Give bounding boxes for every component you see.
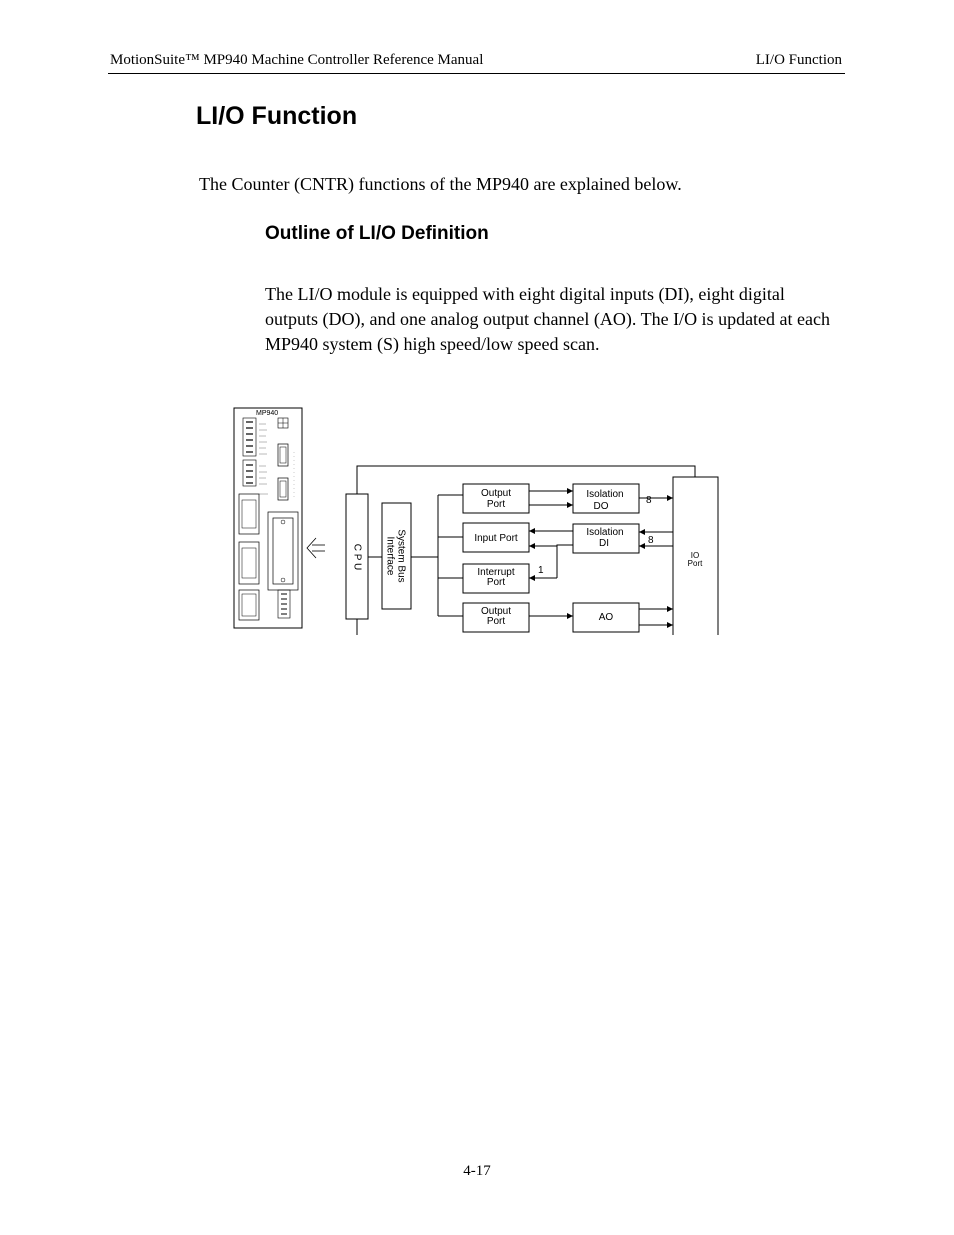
output-port-1-label-line2: Port <box>486 499 506 510</box>
lio-block-diagram <box>230 405 725 635</box>
do-channel-count: 8 <box>646 495 652 506</box>
isolation-do-label-line1: Isolation <box>586 489 624 500</box>
body-paragraph: The LI/O module is equipped with eight digital inputs (DI), eight digital outputs (DO), and one analog output channel (AO). The I/O is updated at each MP940 system (S) high speed/low speed scan. <box>265 284 831 354</box>
module-label: MP940 <box>256 410 279 417</box>
isolation-di-label-line1: Isolation <box>586 527 624 538</box>
intro-paragraph: The Counter (CNTR) functions of the MP940 are explained below. <box>199 174 682 194</box>
interrupt-port-label-line2: Port <box>486 577 506 588</box>
header-section-name: LI/O Function <box>755 52 842 68</box>
output-port-1-label-line1: Output <box>480 488 512 499</box>
section-title: Outline of LI/O Definition <box>265 223 489 244</box>
pointer-arrow <box>307 538 325 558</box>
mp940-module-illustration <box>234 408 302 628</box>
cpu-label: C P U <box>351 543 363 571</box>
page-title: LI/O Function <box>196 102 358 130</box>
isolation-do-label-line2: DO <box>593 501 609 512</box>
di-channel-count: 8 <box>648 535 654 546</box>
ao-label: AO <box>598 612 614 623</box>
io-port-label-line2: Port <box>687 559 703 568</box>
interrupt-line-count: 1 <box>538 565 544 576</box>
input-port-label: Input Port <box>474 533 518 544</box>
isolation-di-label-line2: DI <box>599 538 609 549</box>
output-port-2-label-line1: Output <box>480 606 512 617</box>
system-bus-label-line1: System Bus <box>395 529 407 583</box>
io-port-label-line1: IO <box>690 551 700 560</box>
page-number: 4-17 <box>463 1163 491 1179</box>
system-bus-label-line2: Interface <box>384 536 396 576</box>
output-port-2-label-line2: Port <box>486 616 506 627</box>
header-divider <box>108 73 845 74</box>
header-manual-title: MotionSuite™ MP940 Machine Controller Reference Manual <box>110 52 484 68</box>
interrupt-port-label-line1: Interrupt <box>477 567 515 578</box>
